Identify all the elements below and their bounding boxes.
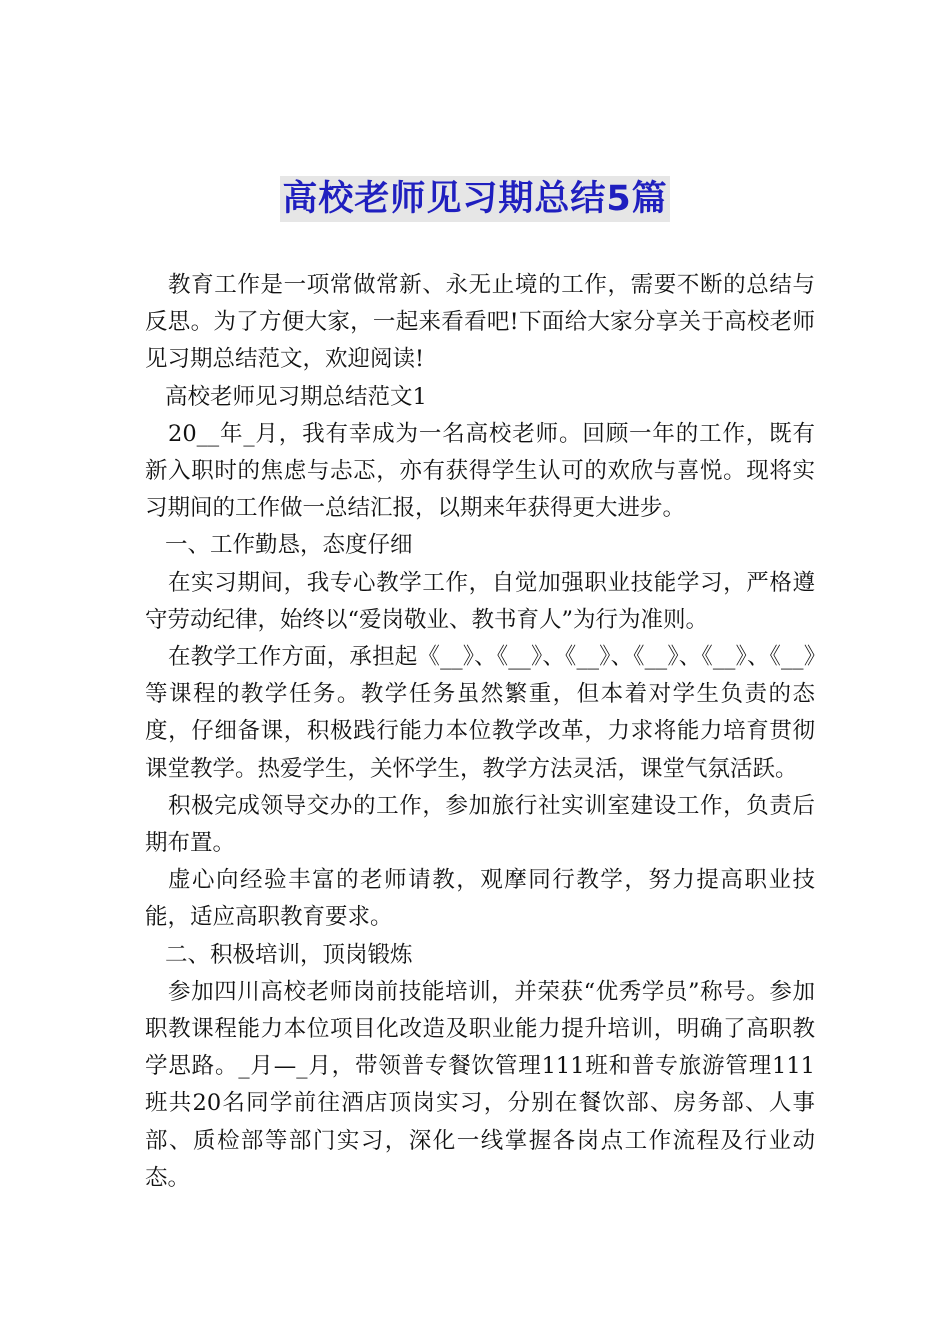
paragraph-internship: 在实习期间，我专心教学工作，自觉加强职业技能学习，严格遵守劳动纪律，始终以“爱岗敬业、教书育人”为行为准则。 (145, 569, 815, 633)
document-title: 高校老师见习期总结5篇 (280, 176, 669, 222)
section-heading-1: 一、工作勤恳，态度仔细 (165, 532, 413, 559)
paragraph-review: 20__年_月，我有幸成为一名高校老师。回顾一年的工作，既有新入职时的焦虑与忐忑，亦有获得学生认可的欢欣与喜悦。现将实习期间的工作做一总结汇报，以期来年获得更大进步。 (145, 420, 815, 522)
paragraph-intro: 教育工作是一项常做常新、永无止境的工作，需要不断的总结与反思。为了方便大家，一起来看看吧!下面给大家分享关于高校老师见习期总结范文，欢迎阅读! (145, 272, 815, 373)
paragraph-tasks: 积极完成领导交办的工作，参加旅行社实训室建设工作，负责后期布置。 (145, 792, 815, 857)
paragraph-teaching: 在教学工作方面，承担起《__》、《__》、《__》、《__》、《__》、《__》等课程的教学任务。教学任务虽然繁重，但本着对学生负责的态度，仔细备课，积极践行能力本位教学改革，力求将能力培育贯彻课堂教学。热爱学生，关怀学生，教学方法灵活，课堂气氛活跃。 (145, 644, 815, 782)
paragraph-learning: 虚心向经验丰富的老师请教，观摩同行教学，努力提高职业技能，适应高职教育要求。 (145, 867, 815, 931)
document-body (145, 267, 815, 1197)
paragraph-training: 参加四川高校老师岗前技能培训，并荣获“优秀学员”称号。参加职教课程能力本位项目化改造及职业能力提升培训，明确了高职教学思路。_月—_月，带领普专餐饮管理111班和普专旅游管理111班共20名同学前往酒店顶岗实习，分别在餐饮部、房务部、人事部、质检部等部门实习，深化一线掌握各岗点工作流程及行业动态。 (145, 978, 815, 1191)
title-container (0, 176, 950, 222)
section-heading-2: 二、积极培训，顶岗锻炼 (165, 941, 413, 968)
section-heading-sample-1: 高校老师见习期总结范文1 (165, 383, 427, 410)
